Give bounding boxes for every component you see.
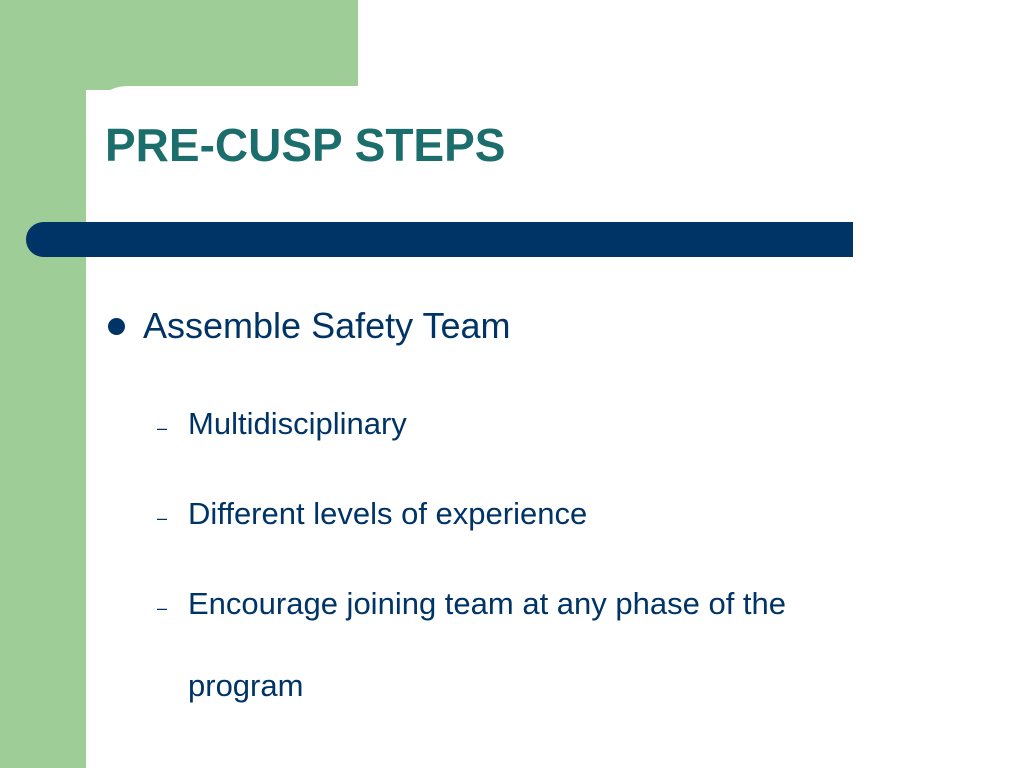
title-divider-bar — [26, 222, 853, 257]
sub-bullet-multidisciplinary — [157, 383, 407, 465]
sub-bullet-text: Multidisciplinary — [188, 406, 407, 441]
dash-marker: – — [157, 508, 168, 528]
sub-bullet-text: Encourage joining team at any phase of the — [188, 586, 787, 621]
bullet-item-assemble-safety-team — [108, 305, 511, 347]
green-accent-left-band — [0, 0, 86, 768]
dash-marker: – — [157, 598, 168, 618]
dash-marker: – — [157, 418, 168, 438]
sub-bullet-text: Different levels of experience — [188, 496, 588, 531]
sub-bullet-continuation: program — [188, 668, 304, 703]
bullet-text: Assemble Safety Team — [143, 305, 511, 346]
bullet-dot-icon — [108, 318, 125, 335]
sub-bullet-different-levels — [157, 473, 587, 555]
sub-bullet-encourage-joining — [157, 563, 786, 645]
slide-title: PRE-CUSP STEPS — [105, 119, 506, 171]
